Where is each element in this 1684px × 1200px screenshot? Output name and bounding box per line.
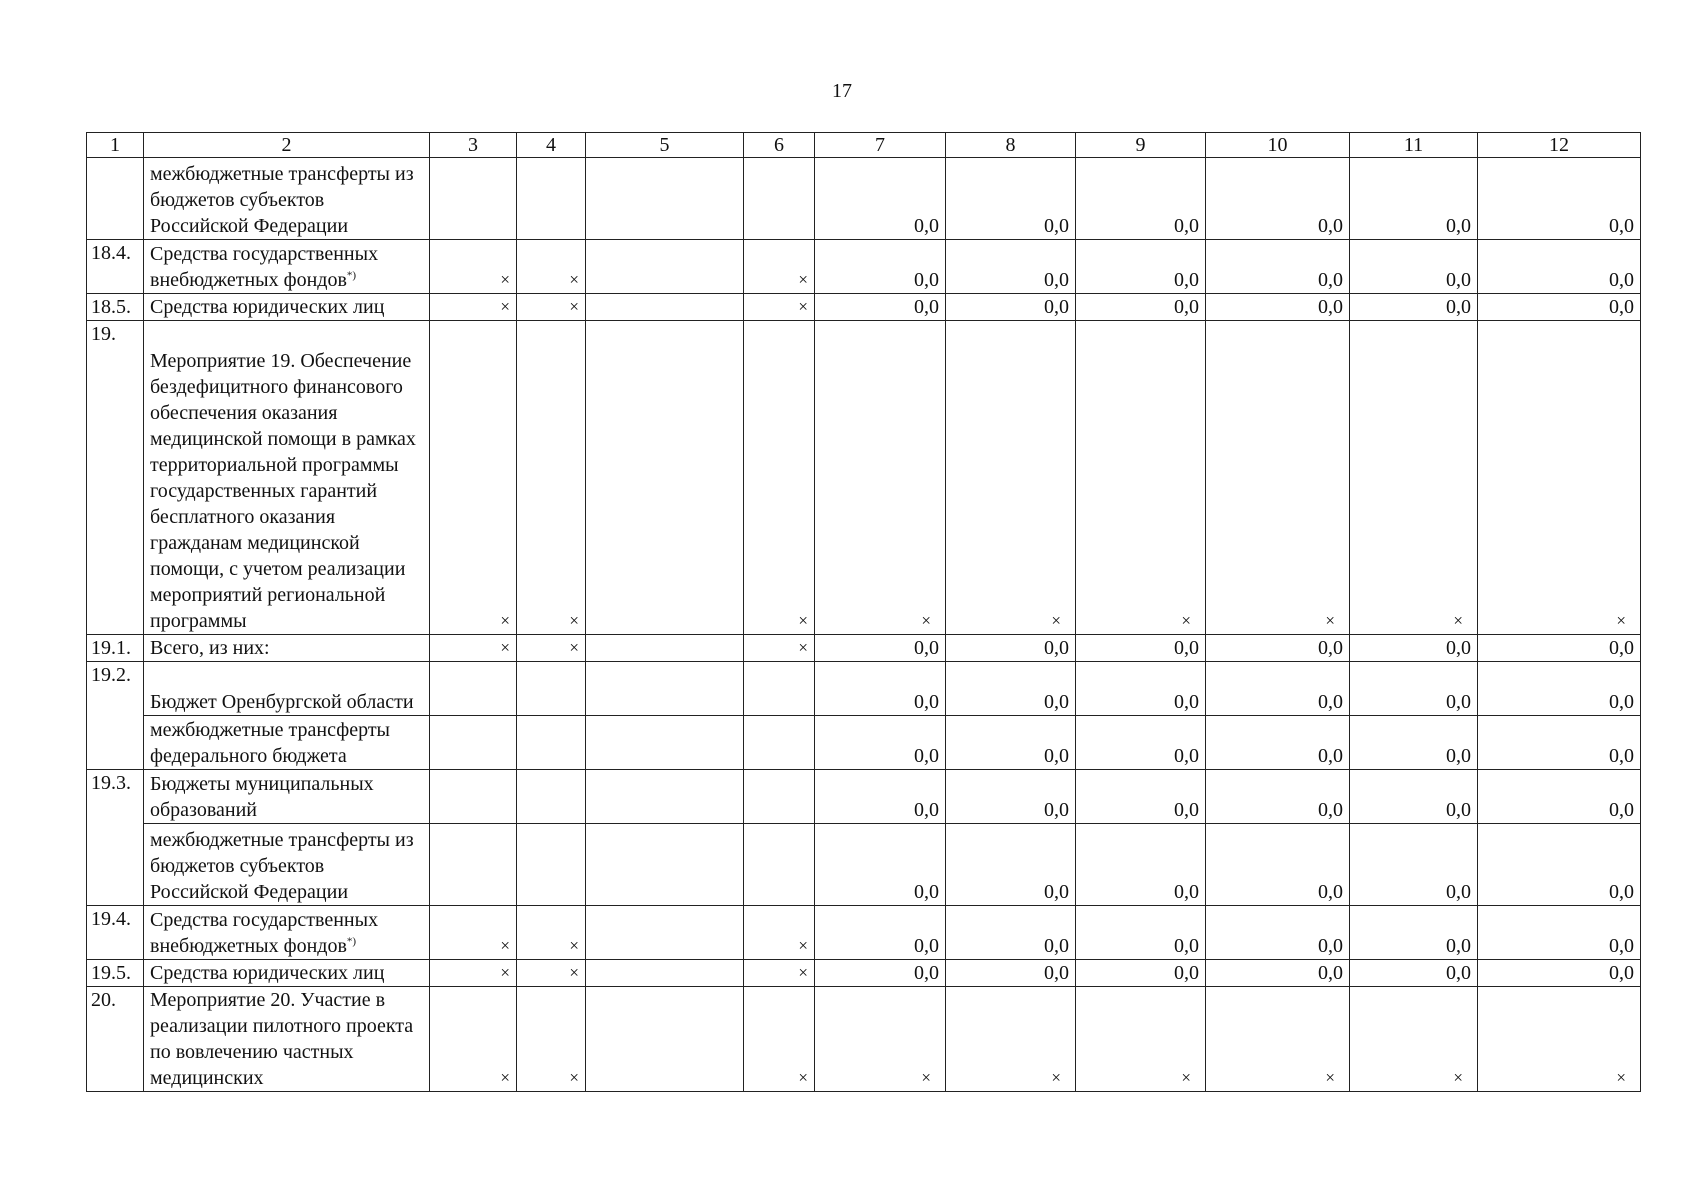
cross-mark: × (1478, 321, 1641, 635)
cross-mark: × (517, 987, 586, 1092)
value-cell: 0,0 (1076, 240, 1206, 294)
empty-cell (430, 662, 517, 716)
value-cell: 0,0 (815, 158, 946, 240)
value-cell: 0,0 (1350, 716, 1478, 770)
value-cell: 0,0 (1478, 294, 1641, 321)
empty-cell (430, 824, 517, 906)
empty-cell (586, 960, 744, 987)
value-cell: 0,0 (1076, 662, 1206, 716)
column-header: 4 (517, 133, 586, 158)
cross-mark: × (1350, 321, 1478, 635)
cross-mark: × (815, 987, 946, 1092)
column-header: 2 (144, 133, 430, 158)
value-cell: 0,0 (815, 960, 946, 987)
value-cell: 0,0 (1076, 960, 1206, 987)
empty-cell (586, 906, 744, 960)
value-cell: 0,0 (1478, 770, 1641, 824)
value-cell: 0,0 (1478, 240, 1641, 294)
value-cell: 0,0 (1076, 906, 1206, 960)
column-header: 1 (87, 133, 144, 158)
value-cell: 0,0 (1478, 158, 1641, 240)
value-cell: 0,0 (1206, 294, 1350, 321)
value-cell: 0,0 (1478, 960, 1641, 987)
empty-cell (586, 824, 744, 906)
cross-mark: × (744, 635, 815, 662)
empty-cell (586, 662, 744, 716)
value-cell: 0,0 (946, 240, 1076, 294)
value-cell: 0,0 (1478, 662, 1641, 716)
value-cell: 0,0 (815, 906, 946, 960)
column-header: 8 (946, 133, 1076, 158)
row-description: Средства юридических лиц (144, 294, 430, 321)
cross-mark: × (744, 906, 815, 960)
value-cell: 0,0 (1478, 635, 1641, 662)
cross-mark: × (517, 906, 586, 960)
row-number: 18.4. (87, 240, 144, 294)
value-cell: 0,0 (1206, 770, 1350, 824)
value-cell: 0,0 (1350, 294, 1478, 321)
value-cell: 0,0 (1350, 158, 1478, 240)
table-row (87, 906, 1641, 960)
column-header: 6 (744, 133, 815, 158)
cross-mark: × (430, 294, 517, 321)
empty-cell (430, 770, 517, 824)
row-description: Бюджеты муниципальных образований (144, 770, 430, 824)
cross-mark: × (430, 321, 517, 635)
cross-mark: × (1350, 987, 1478, 1092)
row-number: 18.5. (87, 294, 144, 321)
value-cell: 0,0 (946, 662, 1076, 716)
footnote-marker: *) (346, 935, 357, 948)
column-header: 9 (1076, 133, 1206, 158)
empty-cell (517, 716, 586, 770)
row-description: межбюджетные трансферты из бюджетов субъектов Российской Федерации (144, 824, 430, 906)
value-cell: 0,0 (1076, 635, 1206, 662)
value-cell: 0,0 (1206, 635, 1350, 662)
value-cell: 0,0 (815, 662, 946, 716)
row-number (87, 158, 144, 240)
value-cell: 0,0 (946, 158, 1076, 240)
value-cell: 0,0 (1206, 960, 1350, 987)
table-row (87, 635, 1641, 662)
cross-mark: × (517, 960, 586, 987)
budget-table (86, 132, 1641, 1092)
row-description: межбюджетные трансферты федерального бюджета (144, 716, 430, 770)
cross-mark: × (744, 987, 815, 1092)
value-cell: 0,0 (1350, 770, 1478, 824)
value-cell: 0,0 (815, 716, 946, 770)
value-cell: 0,0 (815, 240, 946, 294)
empty-cell (586, 635, 744, 662)
value-cell: 0,0 (815, 824, 946, 906)
value-cell: 0,0 (946, 294, 1076, 321)
cross-mark: × (946, 987, 1076, 1092)
column-header: 12 (1478, 133, 1641, 158)
value-cell: 0,0 (1350, 662, 1478, 716)
value-cell: 0,0 (1478, 716, 1641, 770)
empty-cell (586, 987, 744, 1092)
value-cell: 0,0 (1206, 662, 1350, 716)
cross-mark: × (1478, 987, 1641, 1092)
value-cell: 0,0 (946, 960, 1076, 987)
value-cell: 0,0 (1350, 240, 1478, 294)
value-cell: 0,0 (815, 635, 946, 662)
table-row (87, 240, 1641, 294)
footnote-marker: *) (346, 269, 357, 282)
value-cell: 0,0 (1076, 294, 1206, 321)
cross-mark: × (744, 321, 815, 635)
row-description: Мероприятие 20. Участие в реализации пилотного проекта по вовлечению частных медицинских (144, 987, 430, 1092)
value-cell: 0,0 (1478, 906, 1641, 960)
table-row (87, 662, 1641, 716)
value-cell: 0,0 (1076, 716, 1206, 770)
cross-mark: × (744, 240, 815, 294)
cross-mark: × (517, 321, 586, 635)
row-description: Средства юридических лиц (144, 960, 430, 987)
row-description: межбюджетные трансферты из бюджетов субъектов Российской Федерации (144, 158, 430, 240)
column-header: 3 (430, 133, 517, 158)
empty-cell (517, 158, 586, 240)
value-cell: 0,0 (946, 906, 1076, 960)
cross-mark: × (946, 321, 1076, 635)
cross-mark: × (430, 635, 517, 662)
value-cell: 0,0 (1206, 158, 1350, 240)
column-header: 7 (815, 133, 946, 158)
table-row (87, 716, 1641, 770)
cross-mark: × (1206, 987, 1350, 1092)
table-row (87, 960, 1641, 987)
empty-cell (744, 662, 815, 716)
cross-mark: × (1206, 321, 1350, 635)
cross-mark: × (430, 240, 517, 294)
empty-cell (586, 294, 744, 321)
cross-mark: × (517, 635, 586, 662)
cross-mark: × (430, 960, 517, 987)
row-number: 19.3. (87, 770, 144, 906)
column-header: 5 (586, 133, 744, 158)
cross-mark: × (517, 294, 586, 321)
empty-cell (430, 716, 517, 770)
empty-cell (744, 824, 815, 906)
cross-mark: × (744, 294, 815, 321)
empty-cell (517, 770, 586, 824)
row-number: 20. (87, 987, 144, 1092)
cross-mark: × (744, 960, 815, 987)
row-number: 19.4. (87, 906, 144, 960)
empty-cell (430, 158, 517, 240)
empty-cell (744, 770, 815, 824)
row-description: Всего, из них: (144, 635, 430, 662)
value-cell: 0,0 (1206, 716, 1350, 770)
table-row (87, 321, 1641, 635)
empty-cell (744, 158, 815, 240)
page-number: 17 (832, 80, 852, 102)
empty-cell (586, 240, 744, 294)
value-cell: 0,0 (1206, 240, 1350, 294)
table-row (87, 294, 1641, 321)
header-row (87, 133, 1641, 158)
row-number: 19. (87, 321, 144, 635)
value-cell: 0,0 (1076, 770, 1206, 824)
cross-mark: × (430, 906, 517, 960)
table-row (87, 987, 1641, 1092)
empty-cell (586, 770, 744, 824)
row-number: 19.5. (87, 960, 144, 987)
value-cell: 0,0 (946, 716, 1076, 770)
cross-mark: × (430, 987, 517, 1092)
row-description: Средства государственных внебюджетных фондов*) (144, 240, 430, 294)
value-cell: 0,0 (1206, 824, 1350, 906)
row-number: 19.1. (87, 635, 144, 662)
row-number: 19.2. (87, 662, 144, 770)
row-description: Бюджет Оренбургской области (144, 662, 430, 716)
empty-cell (744, 716, 815, 770)
value-cell: 0,0 (1350, 824, 1478, 906)
value-cell: 0,0 (946, 824, 1076, 906)
table-row (87, 770, 1641, 824)
empty-cell (586, 321, 744, 635)
cross-mark: × (1076, 987, 1206, 1092)
row-description: Средства государственных внебюджетных фондов*) (144, 906, 430, 960)
column-header: 11 (1350, 133, 1478, 158)
table-row (87, 824, 1641, 906)
empty-cell (586, 158, 744, 240)
value-cell: 0,0 (946, 770, 1076, 824)
value-cell: 0,0 (1478, 824, 1641, 906)
value-cell: 0,0 (1350, 635, 1478, 662)
value-cell: 0,0 (1076, 824, 1206, 906)
cross-mark: × (815, 321, 946, 635)
cross-mark: × (1076, 321, 1206, 635)
row-description: Мероприятие 19. Обеспечение бездефицитного финансового обеспечения оказания медицинской помощи в рамках территориальной программы государственных гарантий бесплатного оказания гражданам медицинской помощи, с учетом реализации мероприятий региональной программы (144, 321, 430, 635)
value-cell: 0,0 (1350, 906, 1478, 960)
value-cell: 0,0 (1206, 906, 1350, 960)
column-header: 10 (1206, 133, 1350, 158)
value-cell: 0,0 (815, 770, 946, 824)
cross-mark: × (517, 240, 586, 294)
value-cell: 0,0 (1350, 960, 1478, 987)
empty-cell (517, 662, 586, 716)
value-cell: 0,0 (815, 294, 946, 321)
table-row (87, 158, 1641, 240)
value-cell: 0,0 (1076, 158, 1206, 240)
value-cell: 0,0 (946, 635, 1076, 662)
empty-cell (586, 716, 744, 770)
empty-cell (517, 824, 586, 906)
